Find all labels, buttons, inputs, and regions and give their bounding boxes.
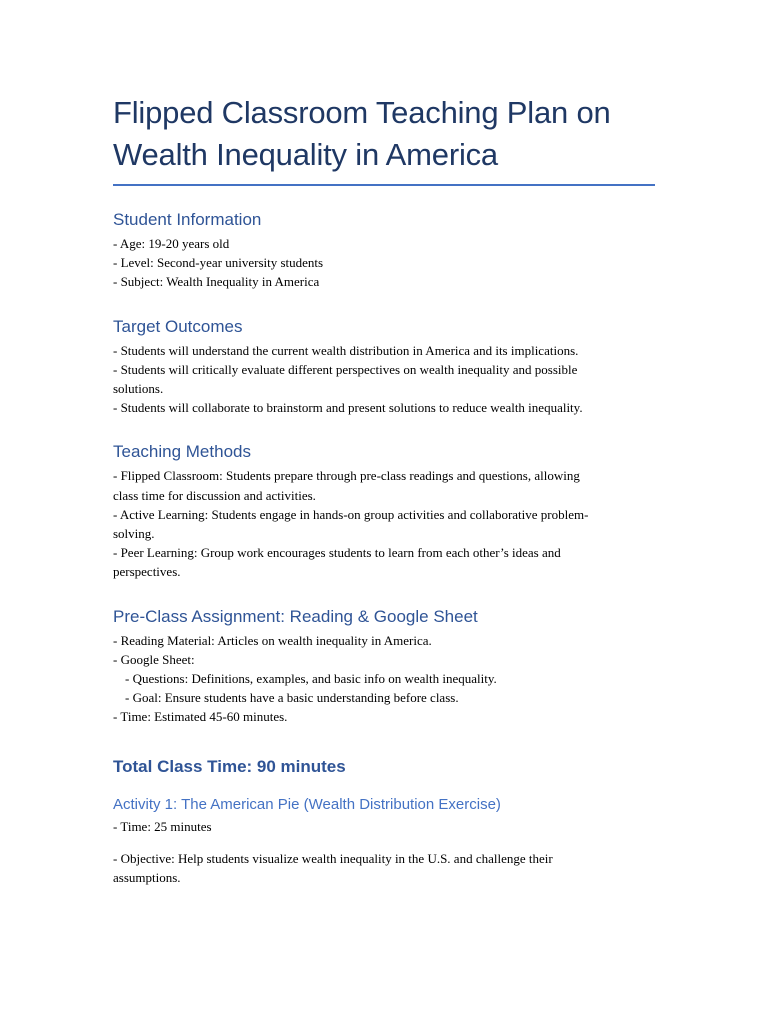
heading-pre-class-assignment: Pre-Class Assignment: Reading & Google Sheet [113, 606, 478, 626]
title-line-2: Wealth Inequality in America [113, 137, 498, 172]
method-line: - Flipped Classroom: Students prepare through pre-class readings and questions, allowing [113, 468, 580, 484]
pre-class-goal: - Goal: Ensure students have a basic understanding before class. [125, 690, 459, 706]
pre-class-reading: - Reading Material: Articles on wealth inequality in America. [113, 632, 432, 648]
activity-1-objective: assumptions. [113, 870, 181, 886]
outcome-line: - Students will understand the current wealth distribution in America and its implications. [113, 342, 579, 358]
method-line: - Peer Learning: Group work encourages students to learn from each other’s ideas and [113, 545, 561, 561]
method-line: class time for discussion and activities. [113, 487, 316, 503]
activity-1-objective: - Objective: Help students visualize wealth inequality in the U.S. and challenge their [113, 850, 553, 866]
heading-teaching-methods: Teaching Methods [113, 442, 251, 462]
document-title [113, 92, 658, 176]
pre-class-time: - Time: Estimated 45-60 minutes. [113, 709, 288, 725]
outcome-line: - Students will critically evaluate different perspectives on wealth inequality and possible [113, 361, 578, 377]
student-info-subject: - Subject: Wealth Inequality in America [113, 274, 320, 290]
method-line: solving. [113, 526, 155, 542]
student-info-age: - Age: 19-20 years old [113, 236, 230, 251]
outcome-line: solutions. [113, 381, 164, 397]
student-info-level: - Level: Second-year university students [113, 255, 324, 271]
heading-activity-1: Activity 1: The American Pie (Wealth Distribution Exercise) [113, 795, 501, 813]
pre-class-questions: - Questions: Definitions, examples, and basic info on wealth inequality. [125, 671, 497, 687]
heading-student-information: Student Information [113, 210, 262, 229]
method-line: - Active Learning: Students engage in hands-on group activities and collaborative problem- [113, 506, 589, 522]
activity-1-time: - Time: 25 minutes [113, 818, 212, 834]
pre-class-google-sheet: - Google Sheet: [113, 651, 195, 667]
document-body [113, 92, 658, 887]
heading-total-class-time: Total Class Time: 90 minutes [113, 756, 346, 776]
outcome-line: - Students will collaborate to brainstorm and present solutions to reduce wealth inequality. [113, 400, 583, 416]
title-line-1: Flipped Classroom Teaching Plan on [113, 95, 611, 130]
heading-target-outcomes: Target Outcomes [113, 316, 243, 336]
method-line: perspectives. [113, 564, 181, 580]
